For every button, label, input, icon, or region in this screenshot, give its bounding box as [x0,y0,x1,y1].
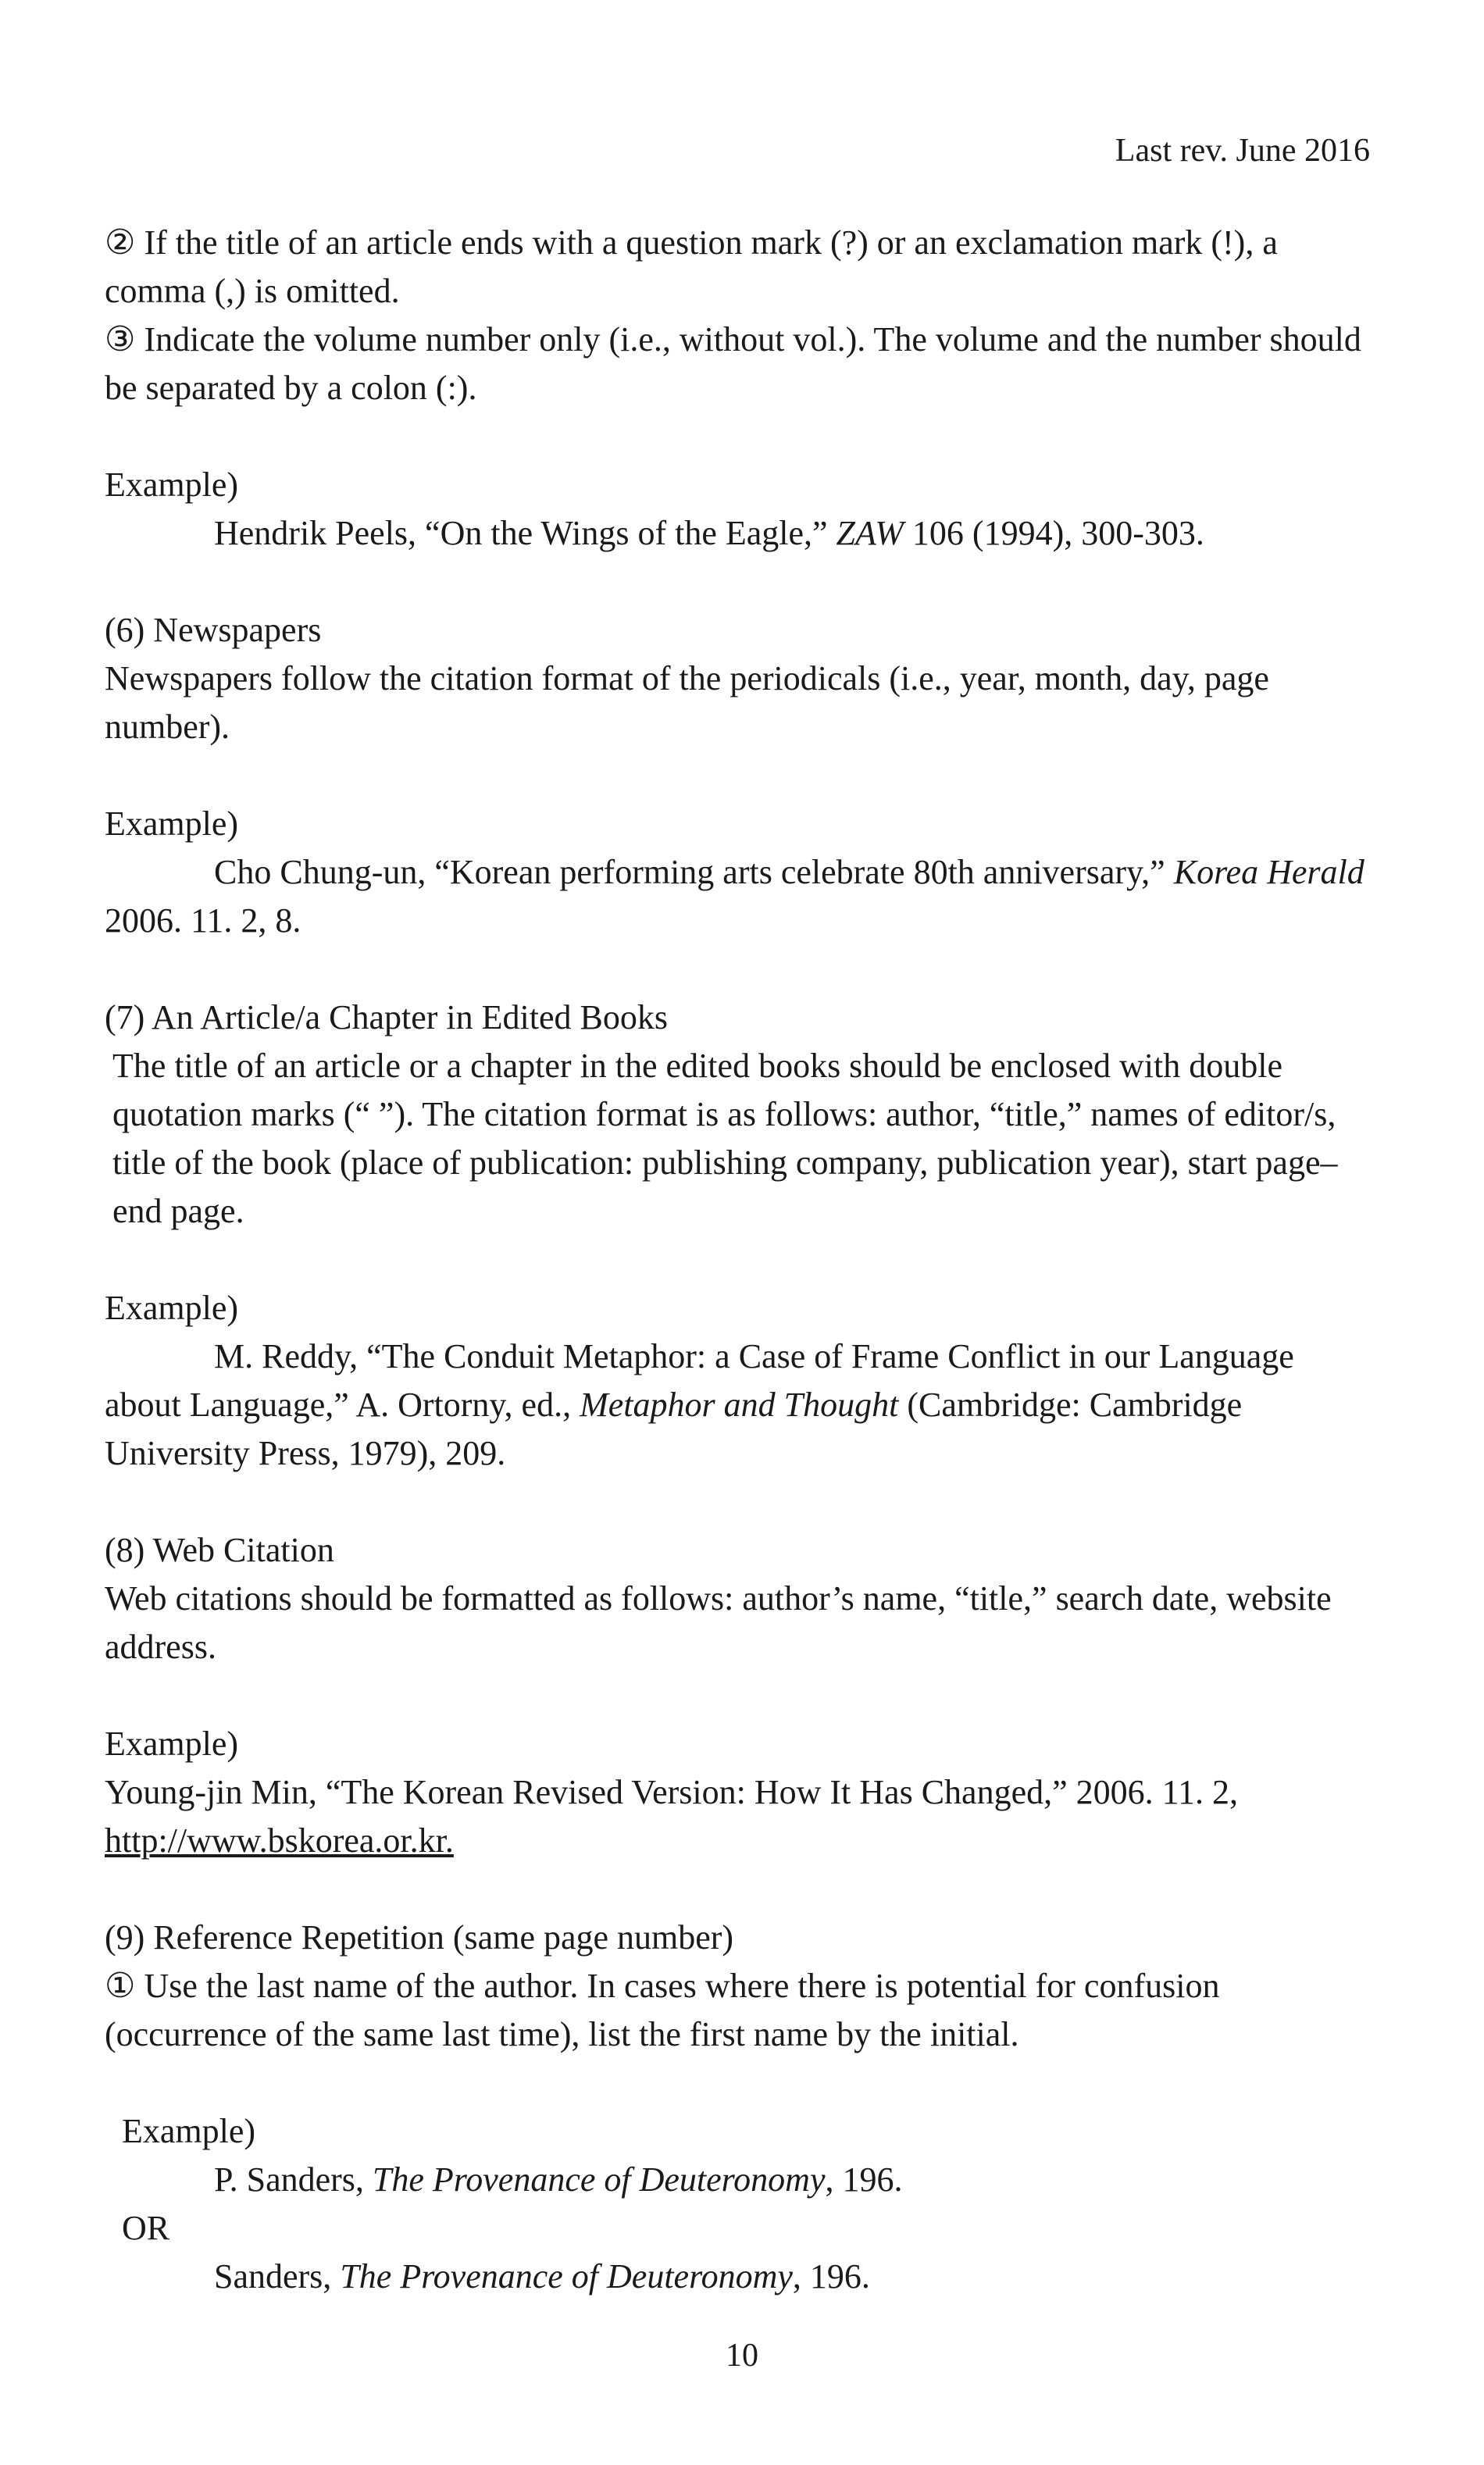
web-citation-body: Web citations should be formatted as follows: author’s name, “title,” search date, website address. [105,1579,1332,1666]
page-number: 10 [726,2338,758,2374]
edited-books-body: The title of an article or a chapter in the edited books should be enclosed with double quotation marks (“ ”). The citation format is as follows: author, “title,” names of editor/s, title of the book (place of publication: publishing company, publication year), start page–end page. [112,1047,1338,1230]
revision-date: Last rev. June 2016 [1115,133,1370,169]
repetition-example-1 [105,2156,1378,2204]
example-label: Example) [122,2112,256,2150]
citation-text: , 196. [825,2160,903,2199]
spacer [105,945,1378,993]
example-label: Example) [105,466,239,504]
spacer [105,751,1378,800]
spacer [105,1671,1378,1720]
citation-text: P. Sanders, [214,2160,373,2199]
repetition-example-2 [105,2253,1378,2301]
citation-italic: The Provenance of Deuteronomy [372,2160,826,2199]
citation-text: M. Reddy, “The Conduit Metaphor: a Case of Frame Conflict in our Language about Language,” A. Ortorny, ed., [105,1337,1294,1424]
citation-text: Hendrik Peels, “On the Wings of the Eagle,” [214,514,837,552]
spacer [105,558,1378,606]
page-content [105,219,1378,2301]
citation-italic: The Provenance of Deuteronomy [340,2257,793,2296]
periodicals-note-2: ② If the title of an article ends with a question mark (?) or an exclamation mark (!), a comma (,) is omitted. [105,223,1278,310]
example-label: Example) [105,1725,239,1763]
citation-text: Sanders, [214,2257,341,2296]
periodicals-note-3: ③ Indicate the volume number only (i.e., without vol.). The volume and the number should be separated by a colon (:). [105,320,1361,407]
citation-text: , 196. [792,2257,870,2296]
website-link[interactable]: http://www.bskorea.or.kr. [105,1821,454,1860]
web-citation-url [105,1817,1378,1865]
citation-italic: Metaphor and Thought [580,1386,899,1424]
periodical-example [105,509,1378,558]
section-heading-edited-books: (7) An Article/a Chapter in Edited Books [105,998,668,1036]
newspaper-example [105,848,1378,945]
spacer [105,1236,1378,1284]
repetition-note-1: ① Use the last name of the author. In cases where there is potential for confusion (occurrence of the same last time), list the first name by the initial. [105,1967,1220,2053]
spacer [105,1865,1378,1914]
newspapers-body: Newspapers follow the citation format of the periodicals (i.e., year, month, day, page number). [105,659,1269,746]
citation-text: (Cambridge: Cambridge University Press, 1979), 209. [105,1386,1243,1472]
example-label: Example) [105,804,239,843]
spacer [105,2059,1378,2107]
section-heading-repetition: (9) Reference Repetition (same page number) [105,1918,734,1957]
example-label: Example) [105,1289,239,1327]
or-label: OR [122,2209,170,2247]
citation-text: Cho Chung-un, “Korean performing arts celebrate 80th anniversary,” [214,853,1174,891]
edited-book-example [105,1332,1378,1478]
citation-italic: ZAW [836,514,904,552]
citation-text: 2006. 11. 2, 8. [105,901,301,940]
spacer [105,412,1378,461]
spacer [105,1478,1378,1526]
citation-text: 106 (1994), 300-303. [903,514,1204,552]
citation-italic: Korea Herald [1173,853,1364,891]
section-heading-newspapers: (6) Newspapers [105,611,322,649]
section-heading-web-citation: (8) Web Citation [105,1531,334,1569]
web-citation-example: Young-jin Min, “The Korean Revised Version: How It Has Changed,” 2006. 11. 2, [105,1773,1239,1811]
